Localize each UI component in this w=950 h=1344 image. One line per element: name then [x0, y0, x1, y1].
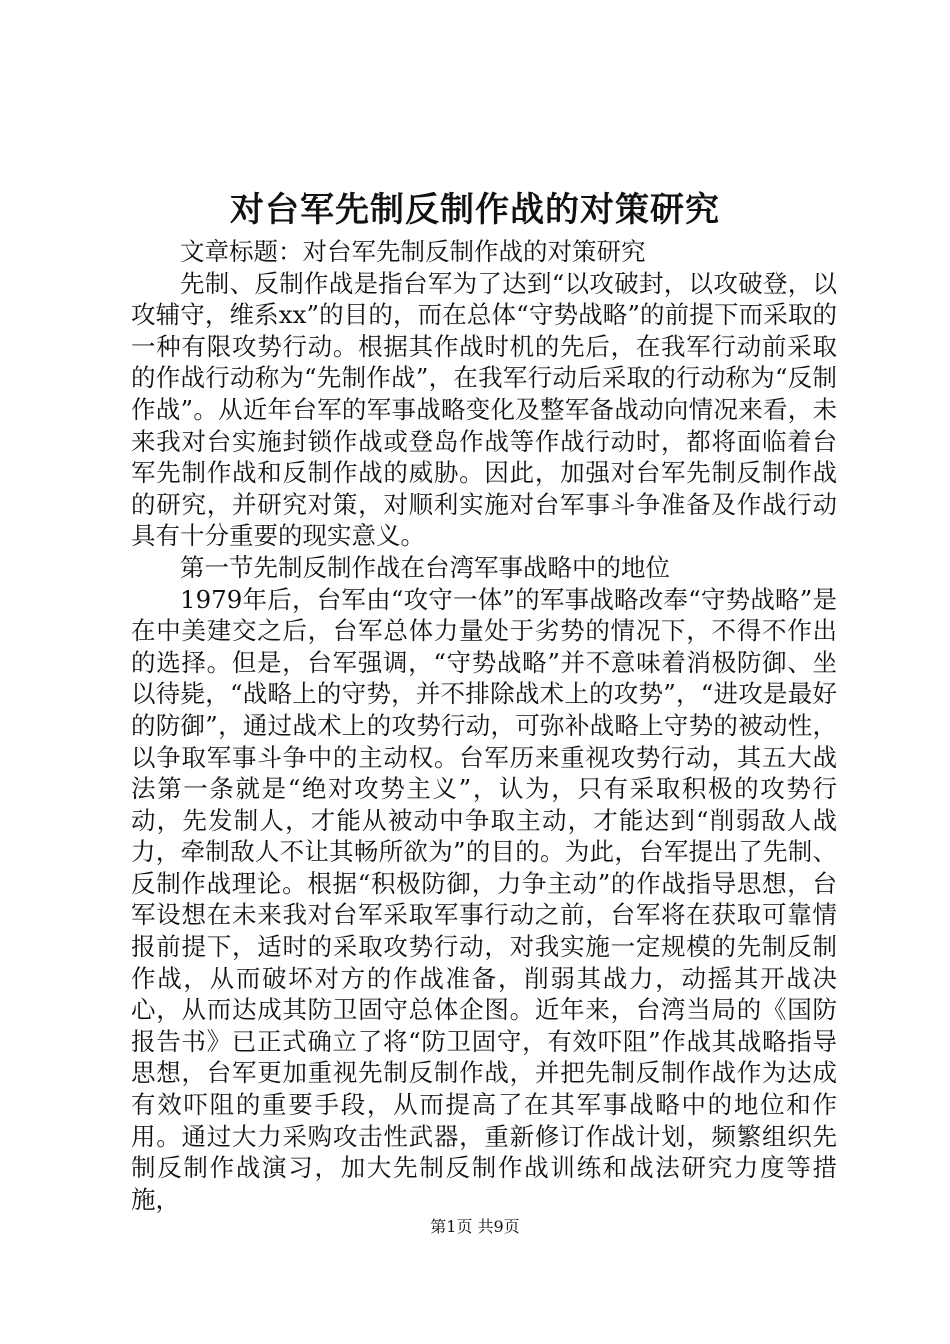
section-heading: 第一节先制反制作战在台湾军事战略中的地位 [180, 552, 670, 582]
section-paragraph: 1979年后，台军由“攻守一体”的军事战略改奉“守势战略”是在中美建交之后，台军总体力量处于劣势的情况下，不得不作出的选择。但是，台军强调，“守势战略”并不意味着消极防御、坐以待毙，“战略上的守势，并不排除战术上的攻势”，“进攻是最好的防御”，通过战术上的攻势行动，可弥补战略上守势的被动性，以争取军事斗争中的主动权。台军历来重视攻势行动，其五大战法第一条就是“绝对攻势主义”，认为，只有采取积极的攻势行动，先发制人，才能从被动中争取主动，才能达到“削弱敌人战力，牵制敌人不让其畅所欲为”的目的。为此，台军提出了先制、反制作战理论。根据“积极防御，力争主动”的作战指导思想，台军设想在未来我对台军采取军事行动之前，台军将在获取可靠情报前提下，适时的采取攻势行动，对我实施一定规模的先制反制作战，从而破坏对方的作战准备，削弱其战力，动摇其开战决心，从而达成其防卫固守总体企图。近年来，台湾当局的《国防报告书》已正式确立了将“防卫固守，有效吓阻”作战其战略指导思想，台军更加重视先制反制作战，并把先制反制作战作为达成有效吓阻的重要手段，从而提高了在其军事战略中的地位和作用。通过大力采购攻击性武器，重新修订作战计划，频繁组织先制反制作战演习，加大先制反制作战训练和战法研究力度等措施， [131, 584, 837, 1214]
document-body [131, 236, 837, 1215]
document-title: 对台军先制反制作战的对策研究 [230, 190, 720, 230]
intro-paragraph: 先制、反制作战是指台军为了达到“以攻破封，以攻破登，以攻辅守，维系xx”的目的，而在总体“守势战略”的前提下而采取的一种有限攻势行动。根据其作战时机的先后，在我军行动前采取的作战行动称为“先制作战”，在我军行动后采取的行动称为“反制作战”。从近年台军的军事战略变化及整军备战动向情况来看，未来我对台实施封锁作战或登岛作战等作战行动时，都将面临着台军先制作战和反制作战的威胁。因此，加强对台军先制反制作战的研究，并研究对策，对顺利实施对台军事斗争准备及作战行动具有十分重要的现实意义。 [131, 268, 837, 551]
page-footer: 第1页 共9页 [430, 1217, 520, 1236]
article-title-line: 文章标题：对台军先制反制作战的对策研究 [180, 237, 646, 266]
